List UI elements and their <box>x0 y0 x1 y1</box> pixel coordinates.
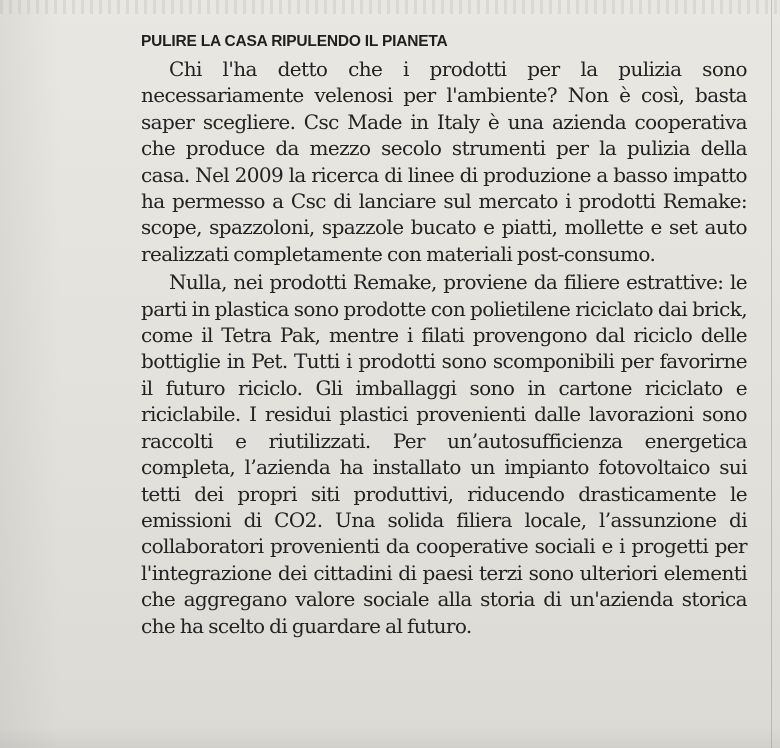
article-headline: PULIRE LA CASA RIPULENDO IL PIANETA <box>141 33 448 50</box>
article <box>141 32 747 639</box>
bottom-print-bleed <box>0 726 780 748</box>
article-paragraph-2: Nulla, nei prodotti Remake, proviene da filiere estrattive: le parti in plastica sono prodotte con polietilene riciclato dai brick, come il Tetra Pak, mentre i filati provengono dal riciclo delle bottiglie in Pet. Tutti i prodotti sono scomponibili per favorirne il futuro riciclo. Gli imballaggi sono in cartone riciclato e riciclabile. I residui plastici provenienti dalle lavorazioni sono raccolti e riutilizzati. Per un’autosufficienza energetica completa, l’azienda ha installato un impianto fotovoltaico sui tetti dei propri siti produttivi, riducendo drasticamente le emissioni di CO2. Una solida filiera locale, l’assunzione di collaboratori provenienti da cooperative sociali e i progetti per l'integrazione dei cittadini di paesi terzi sono ulteriori elementi che aggregano valore sociale alla storia di un'azienda storica che ha scelto di guardare al futuro. <box>141 270 747 638</box>
column-rule <box>771 0 772 748</box>
article-paragraph-1: Chi l'ha detto che i prodotti per la pulizia sono necessariamente velenosi per l'ambiente? Non è così, basta saper scegliere. Csc Made in Italy è una azienda cooperativa che produce da mezzo secolo strumenti per la pulizia della casa. Nel 2009 la ricerca di linee di produzione a basso impatto ha permesso a Csc di lanciare sul mercato i prodotti Remake: scope, spazzoloni, spazzole bucato e piatti, mollette e set auto realizzati completamente con materiali post-consumo. <box>141 57 747 266</box>
left-page-shadow <box>0 0 60 748</box>
top-print-bleed <box>0 0 780 14</box>
